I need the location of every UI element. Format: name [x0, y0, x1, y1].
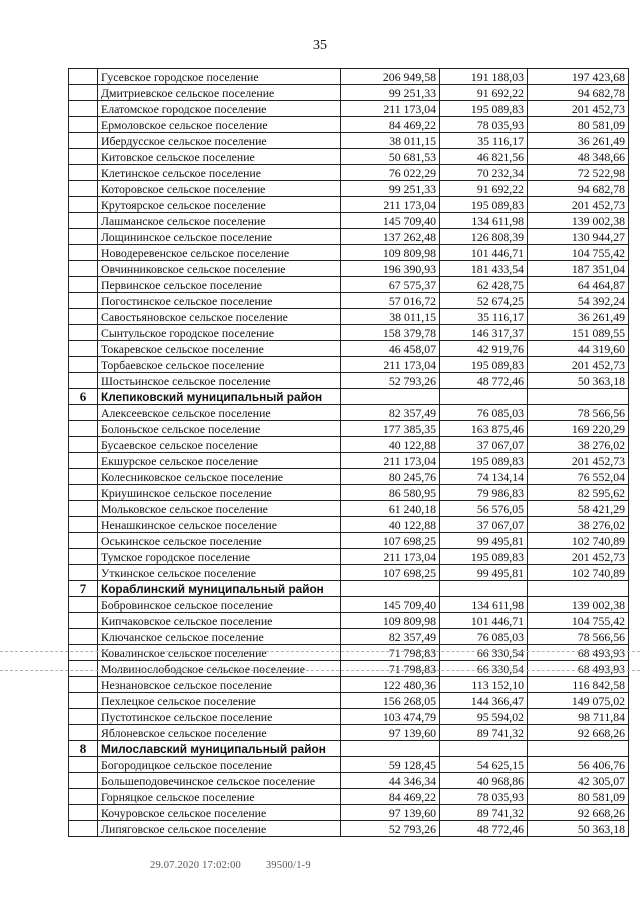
row-number — [69, 405, 98, 421]
amount-year-3: 48 348,66 — [528, 149, 629, 165]
settlement-name: Клетинское сельское поселение — [98, 165, 341, 181]
amount-year-2: 56 576,05 — [440, 501, 528, 517]
settlement-name: Ненашкинское сельское поселение — [98, 517, 341, 533]
amount-year-3: 201 452,73 — [528, 101, 629, 117]
scan-dash-line — [0, 651, 640, 652]
amount-year-3: 56 406,76 — [528, 757, 629, 773]
amount-year-1: 206 949,58 — [341, 69, 440, 85]
amount-year-2: 126 808,39 — [440, 229, 528, 245]
footer-doc-code: 39500/1-9 — [265, 860, 311, 871]
row-number — [69, 293, 98, 309]
amount-year-2: 46 821,56 — [440, 149, 528, 165]
amount-year-2: 78 035,93 — [440, 789, 528, 805]
amount-year-1: 76 022,29 — [341, 165, 440, 181]
settlement-name: Гусевское городское поселение — [98, 69, 341, 85]
settlement-name: Сынтульское городское поселение — [98, 325, 341, 341]
table-row — [69, 293, 629, 309]
amount-year-2 — [440, 581, 528, 597]
amount-year-2: 62 428,75 — [440, 277, 528, 293]
table-row — [69, 821, 629, 837]
table-row — [69, 149, 629, 165]
table-row — [69, 117, 629, 133]
row-number — [69, 213, 98, 229]
amount-year-3: 102 740,89 — [528, 565, 629, 581]
amount-year-3: 94 682,78 — [528, 181, 629, 197]
settlement-name: Пустотинское сельское поселение — [98, 709, 341, 725]
row-number — [69, 325, 98, 341]
row-number — [69, 229, 98, 245]
settlement-name: Болоньское сельское поселение — [98, 421, 341, 437]
amount-year-2: 42 919,76 — [440, 341, 528, 357]
settlement-name: Большеподовечинское сельское поселение — [98, 773, 341, 789]
row-number — [69, 117, 98, 133]
row-number — [69, 245, 98, 261]
settlement-name: Колесниковское сельское поселение — [98, 469, 341, 485]
amount-year-3: 72 522,98 — [528, 165, 629, 181]
table-row — [69, 85, 629, 101]
amount-year-2: 195 089,83 — [440, 549, 528, 565]
amount-year-2: 79 986,83 — [440, 485, 528, 501]
amount-year-1: 211 173,04 — [341, 197, 440, 213]
settlement-name: Мольковское сельское поселение — [98, 501, 341, 517]
settlement-name: Тумское городское поселение — [98, 549, 341, 565]
row-number — [69, 757, 98, 773]
amount-year-2: 91 692,22 — [440, 181, 528, 197]
settlement-name: Погостинское сельское поселение — [98, 293, 341, 309]
row-number — [69, 373, 98, 389]
amount-year-2: 134 611,98 — [440, 597, 528, 613]
row-number — [69, 357, 98, 373]
amount-year-2: 78 035,93 — [440, 117, 528, 133]
budget-allocation-table — [68, 68, 629, 837]
table-row — [69, 165, 629, 181]
row-number — [69, 501, 98, 517]
table-row — [69, 261, 629, 277]
amount-year-3: 50 363,18 — [528, 373, 629, 389]
row-number — [69, 693, 98, 709]
amount-year-3: 151 089,55 — [528, 325, 629, 341]
amount-year-3: 92 668,26 — [528, 725, 629, 741]
amount-year-1: 137 262,48 — [341, 229, 440, 245]
amount-year-3: 139 002,38 — [528, 597, 629, 613]
amount-year-1: 61 240,18 — [341, 501, 440, 517]
amount-year-3: 82 595,62 — [528, 485, 629, 501]
settlement-name: Крутоярское сельское поселение — [98, 197, 341, 213]
table-row — [69, 677, 629, 693]
row-number — [69, 421, 98, 437]
amount-year-3 — [528, 581, 629, 597]
settlement-name: Первинское сельское поселение — [98, 277, 341, 293]
settlement-name: Бобровинское сельское поселение — [98, 597, 341, 613]
amount-year-2: 37 067,07 — [440, 517, 528, 533]
amount-year-1: 177 385,35 — [341, 421, 440, 437]
page-number: 35 — [313, 38, 327, 53]
row-number — [69, 725, 98, 741]
amount-year-3: 104 755,42 — [528, 245, 629, 261]
table-row — [69, 757, 629, 773]
row-number — [69, 261, 98, 277]
amount-year-2: 52 674,25 — [440, 293, 528, 309]
settlement-name: Уткинское сельское поселение — [98, 565, 341, 581]
amount-year-3: 201 452,73 — [528, 453, 629, 469]
row-number — [69, 469, 98, 485]
amount-year-1 — [341, 389, 440, 405]
amount-year-1: 99 251,33 — [341, 85, 440, 101]
settlement-name: Алексеевское сельское поселение — [98, 405, 341, 421]
amount-year-3: 38 276,02 — [528, 437, 629, 453]
table-row — [69, 197, 629, 213]
table-row — [69, 805, 629, 821]
table-row — [69, 229, 629, 245]
amount-year-2: 195 089,83 — [440, 357, 528, 373]
amount-year-3: 78 566,56 — [528, 405, 629, 421]
amount-year-1: 99 251,33 — [341, 181, 440, 197]
amount-year-3: 98 711,84 — [528, 709, 629, 725]
settlement-name: Ключанское сельское поселение — [98, 629, 341, 645]
amount-year-1: 158 379,78 — [341, 325, 440, 341]
row-number — [69, 677, 98, 693]
amount-year-1: 71 798,83 — [341, 645, 440, 661]
amount-year-1: 50 681,53 — [341, 149, 440, 165]
amount-year-1: 122 480,36 — [341, 677, 440, 693]
district-row — [69, 741, 629, 757]
table-row — [69, 357, 629, 373]
row-number — [69, 437, 98, 453]
amount-year-1: 145 709,40 — [341, 597, 440, 613]
amount-year-2: 195 089,83 — [440, 453, 528, 469]
amount-year-2: 101 446,71 — [440, 245, 528, 261]
amount-year-3: 201 452,73 — [528, 549, 629, 565]
scan-dash-line — [0, 670, 640, 671]
amount-year-3: 50 363,18 — [528, 821, 629, 837]
row-number — [69, 565, 98, 581]
amount-year-3: 58 421,29 — [528, 501, 629, 517]
row-number — [69, 533, 98, 549]
amount-year-2: 95 594,02 — [440, 709, 528, 725]
table-row — [69, 245, 629, 261]
table-row — [69, 629, 629, 645]
amount-year-1: 156 268,05 — [341, 693, 440, 709]
table-row — [69, 709, 629, 725]
amount-year-3: 169 220,29 — [528, 421, 629, 437]
table-row — [69, 725, 629, 741]
settlement-name: Елатомское городское поселение — [98, 101, 341, 117]
table-row — [69, 533, 629, 549]
row-number — [69, 133, 98, 149]
table-row — [69, 181, 629, 197]
table-row — [69, 421, 629, 437]
table-row — [69, 133, 629, 149]
amount-year-3: 94 682,78 — [528, 85, 629, 101]
footer-timestamp: 29.07.2020 17:02:00 — [150, 860, 242, 871]
table-row — [69, 597, 629, 613]
amount-year-3: 149 075,02 — [528, 693, 629, 709]
amount-year-2: 74 134,14 — [440, 469, 528, 485]
settlement-name: Которовское сельское поселение — [98, 181, 341, 197]
settlement-name: Молвинослободское сельское поселение — [98, 661, 341, 677]
settlement-name: Криушинское сельское поселение — [98, 485, 341, 501]
table-row — [69, 501, 629, 517]
amount-year-3: 36 261,49 — [528, 309, 629, 325]
row-number — [69, 165, 98, 181]
amount-year-1: 97 139,60 — [341, 805, 440, 821]
amount-year-3: 44 319,60 — [528, 341, 629, 357]
amount-year-3: 68 493,93 — [528, 645, 629, 661]
settlement-name: Лашманское сельское поселение — [98, 213, 341, 229]
amount-year-2: 35 116,17 — [440, 133, 528, 149]
amount-year-1: 103 474,79 — [341, 709, 440, 725]
row-number: 8 — [69, 741, 98, 757]
amount-year-2: 134 611,98 — [440, 213, 528, 229]
amount-year-1: 86 580,95 — [341, 485, 440, 501]
amount-year-2: 195 089,83 — [440, 197, 528, 213]
amount-year-2: 76 085,03 — [440, 405, 528, 421]
row-number — [69, 597, 98, 613]
settlement-name: Торбаевское сельское поселение — [98, 357, 341, 373]
table-row — [69, 277, 629, 293]
amount-year-3: 92 668,26 — [528, 805, 629, 821]
table-row — [69, 645, 629, 661]
amount-year-1: 107 698,25 — [341, 565, 440, 581]
table-row — [69, 437, 629, 453]
amount-year-1: 97 139,60 — [341, 725, 440, 741]
district-name: Клепиковский муниципальный район — [98, 389, 341, 405]
table-row — [69, 341, 629, 357]
amount-year-1: 71 798,83 — [341, 661, 440, 677]
table-row — [69, 613, 629, 629]
row-number — [69, 789, 98, 805]
amount-year-1: 82 357,49 — [341, 629, 440, 645]
table-row — [69, 469, 629, 485]
settlement-name: Ибердусское сельское поселение — [98, 133, 341, 149]
table-row — [69, 773, 629, 789]
amount-year-1: 40 122,88 — [341, 437, 440, 453]
amount-year-1: 107 698,25 — [341, 533, 440, 549]
settlement-name: Лощининское сельское поселение — [98, 229, 341, 245]
amount-year-1: 80 245,76 — [341, 469, 440, 485]
amount-year-2: 35 116,17 — [440, 309, 528, 325]
table-row — [69, 69, 629, 85]
amount-year-1: 211 173,04 — [341, 357, 440, 373]
district-name: Милославский муниципальный район — [98, 741, 341, 757]
row-number — [69, 85, 98, 101]
amount-year-2: 91 692,22 — [440, 85, 528, 101]
table-row — [69, 325, 629, 341]
row-number — [69, 149, 98, 165]
row-number — [69, 805, 98, 821]
amount-year-2: 54 625,15 — [440, 757, 528, 773]
amount-year-1: 84 469,22 — [341, 789, 440, 805]
row-number — [69, 773, 98, 789]
amount-year-1: 52 793,26 — [341, 821, 440, 837]
amount-year-2: 66 330,54 — [440, 661, 528, 677]
amount-year-2: 89 741,32 — [440, 805, 528, 821]
amount-year-3: 68 493,93 — [528, 661, 629, 677]
row-number — [69, 613, 98, 629]
amount-year-1: 52 793,26 — [341, 373, 440, 389]
settlement-name: Незнановское сельское поселение — [98, 677, 341, 693]
row-number — [69, 485, 98, 501]
amount-year-1: 40 122,88 — [341, 517, 440, 533]
amount-year-1: 67 575,37 — [341, 277, 440, 293]
settlement-name: Китовское сельское поселение — [98, 149, 341, 165]
table-row — [69, 789, 629, 805]
settlement-name: Кипчаковское сельское поселение — [98, 613, 341, 629]
settlement-name: Токаревское сельское поселение — [98, 341, 341, 357]
amount-year-2: 76 085,03 — [440, 629, 528, 645]
district-row — [69, 389, 629, 405]
row-number: 7 — [69, 581, 98, 597]
table-row — [69, 101, 629, 117]
row-number — [69, 101, 98, 117]
amount-year-3: 36 261,49 — [528, 133, 629, 149]
table-row — [69, 565, 629, 581]
amount-year-1: 196 390,93 — [341, 261, 440, 277]
table-row — [69, 453, 629, 469]
amount-year-1: 109 809,98 — [341, 613, 440, 629]
amount-year-2: 48 772,46 — [440, 373, 528, 389]
row-number — [69, 69, 98, 85]
settlement-name: Пехлецкое сельское поселение — [98, 693, 341, 709]
settlement-name: Богородицкое сельское поселение — [98, 757, 341, 773]
amount-year-1: 211 173,04 — [341, 549, 440, 565]
amount-year-3: 76 552,04 — [528, 469, 629, 485]
amount-year-2: 40 968,86 — [440, 773, 528, 789]
amount-year-3: 201 452,73 — [528, 197, 629, 213]
amount-year-1: 38 011,15 — [341, 309, 440, 325]
amount-year-1: 82 357,49 — [341, 405, 440, 421]
table-row — [69, 693, 629, 709]
settlement-name: Ковалинское сельское поселение — [98, 645, 341, 661]
document-footer — [150, 860, 333, 871]
amount-year-2: 163 875,46 — [440, 421, 528, 437]
amount-year-2: 99 495,81 — [440, 533, 528, 549]
district-name: Кораблинский муниципальный район — [98, 581, 341, 597]
amount-year-3: 38 276,02 — [528, 517, 629, 533]
settlement-name: Дмитриевское сельское поселение — [98, 85, 341, 101]
row-number: 6 — [69, 389, 98, 405]
amount-year-3: 78 566,56 — [528, 629, 629, 645]
settlement-name: Оськинское сельское поселение — [98, 533, 341, 549]
amount-year-3: 54 392,24 — [528, 293, 629, 309]
amount-year-3: 80 581,09 — [528, 789, 629, 805]
amount-year-3: 102 740,89 — [528, 533, 629, 549]
amount-year-3: 187 351,04 — [528, 261, 629, 277]
amount-year-3: 116 842,58 — [528, 677, 629, 693]
amount-year-3: 42 305,07 — [528, 773, 629, 789]
table-row — [69, 485, 629, 501]
amount-year-2: 195 089,83 — [440, 101, 528, 117]
amount-year-2: 144 366,47 — [440, 693, 528, 709]
amount-year-1: 145 709,40 — [341, 213, 440, 229]
amount-year-2: 146 317,37 — [440, 325, 528, 341]
amount-year-1: 59 128,45 — [341, 757, 440, 773]
settlement-name: Новодеревенское сельское поселение — [98, 245, 341, 261]
amount-year-2: 181 433,54 — [440, 261, 528, 277]
amount-year-1: 44 346,34 — [341, 773, 440, 789]
amount-year-1: 84 469,22 — [341, 117, 440, 133]
amount-year-3 — [528, 389, 629, 405]
row-number — [69, 277, 98, 293]
amount-year-2: 191 188,03 — [440, 69, 528, 85]
settlement-name: Савостьяновское сельское поселение — [98, 309, 341, 325]
amount-year-2 — [440, 741, 528, 757]
amount-year-3: 64 464,87 — [528, 277, 629, 293]
settlement-name: Горняцкое сельское поселение — [98, 789, 341, 805]
settlement-name: Овчинниковское сельское поселение — [98, 261, 341, 277]
amount-year-2: 48 772,46 — [440, 821, 528, 837]
table-row — [69, 549, 629, 565]
amount-year-3: 104 755,42 — [528, 613, 629, 629]
settlement-name: Яблоневское сельское поселение — [98, 725, 341, 741]
settlement-name: Ермоловское сельское поселение — [98, 117, 341, 133]
amount-year-1: 46 458,07 — [341, 341, 440, 357]
table-row — [69, 309, 629, 325]
row-number — [69, 629, 98, 645]
settlement-name: Шостьинское сельское поселение — [98, 373, 341, 389]
amount-year-1: 57 016,72 — [341, 293, 440, 309]
table-row — [69, 405, 629, 421]
row-number — [69, 453, 98, 469]
row-number — [69, 309, 98, 325]
row-number — [69, 821, 98, 837]
row-number — [69, 661, 98, 677]
amount-year-3: 139 002,38 — [528, 213, 629, 229]
amount-year-2: 37 067,07 — [440, 437, 528, 453]
amount-year-2: 70 232,34 — [440, 165, 528, 181]
amount-year-2: 99 495,81 — [440, 565, 528, 581]
amount-year-3: 130 944,27 — [528, 229, 629, 245]
table-row — [69, 373, 629, 389]
district-row — [69, 581, 629, 597]
table-row — [69, 213, 629, 229]
row-number — [69, 645, 98, 661]
row-number — [69, 549, 98, 565]
row-number — [69, 197, 98, 213]
amount-year-2: 66 330,54 — [440, 645, 528, 661]
amount-year-2: 113 152,10 — [440, 677, 528, 693]
settlement-name: Липяговское сельское поселение — [98, 821, 341, 837]
amount-year-3: 197 423,68 — [528, 69, 629, 85]
amount-year-2: 101 446,71 — [440, 613, 528, 629]
amount-year-3 — [528, 741, 629, 757]
table-body — [69, 69, 629, 837]
table-row — [69, 661, 629, 677]
settlement-name: Кочуровское сельское поселение — [98, 805, 341, 821]
settlement-name: Екшурское сельское поселение — [98, 453, 341, 469]
amount-year-1 — [341, 581, 440, 597]
amount-year-1 — [341, 741, 440, 757]
amount-year-1: 38 011,15 — [341, 133, 440, 149]
amount-year-1: 211 173,04 — [341, 101, 440, 117]
row-number — [69, 341, 98, 357]
table-row — [69, 517, 629, 533]
amount-year-1: 211 173,04 — [341, 453, 440, 469]
amount-year-1: 109 809,98 — [341, 245, 440, 261]
settlement-name: Бусаевское сельское поселение — [98, 437, 341, 453]
row-number — [69, 709, 98, 725]
row-number — [69, 181, 98, 197]
amount-year-3: 80 581,09 — [528, 117, 629, 133]
amount-year-2 — [440, 389, 528, 405]
amount-year-2: 89 741,32 — [440, 725, 528, 741]
row-number — [69, 517, 98, 533]
amount-year-3: 201 452,73 — [528, 357, 629, 373]
